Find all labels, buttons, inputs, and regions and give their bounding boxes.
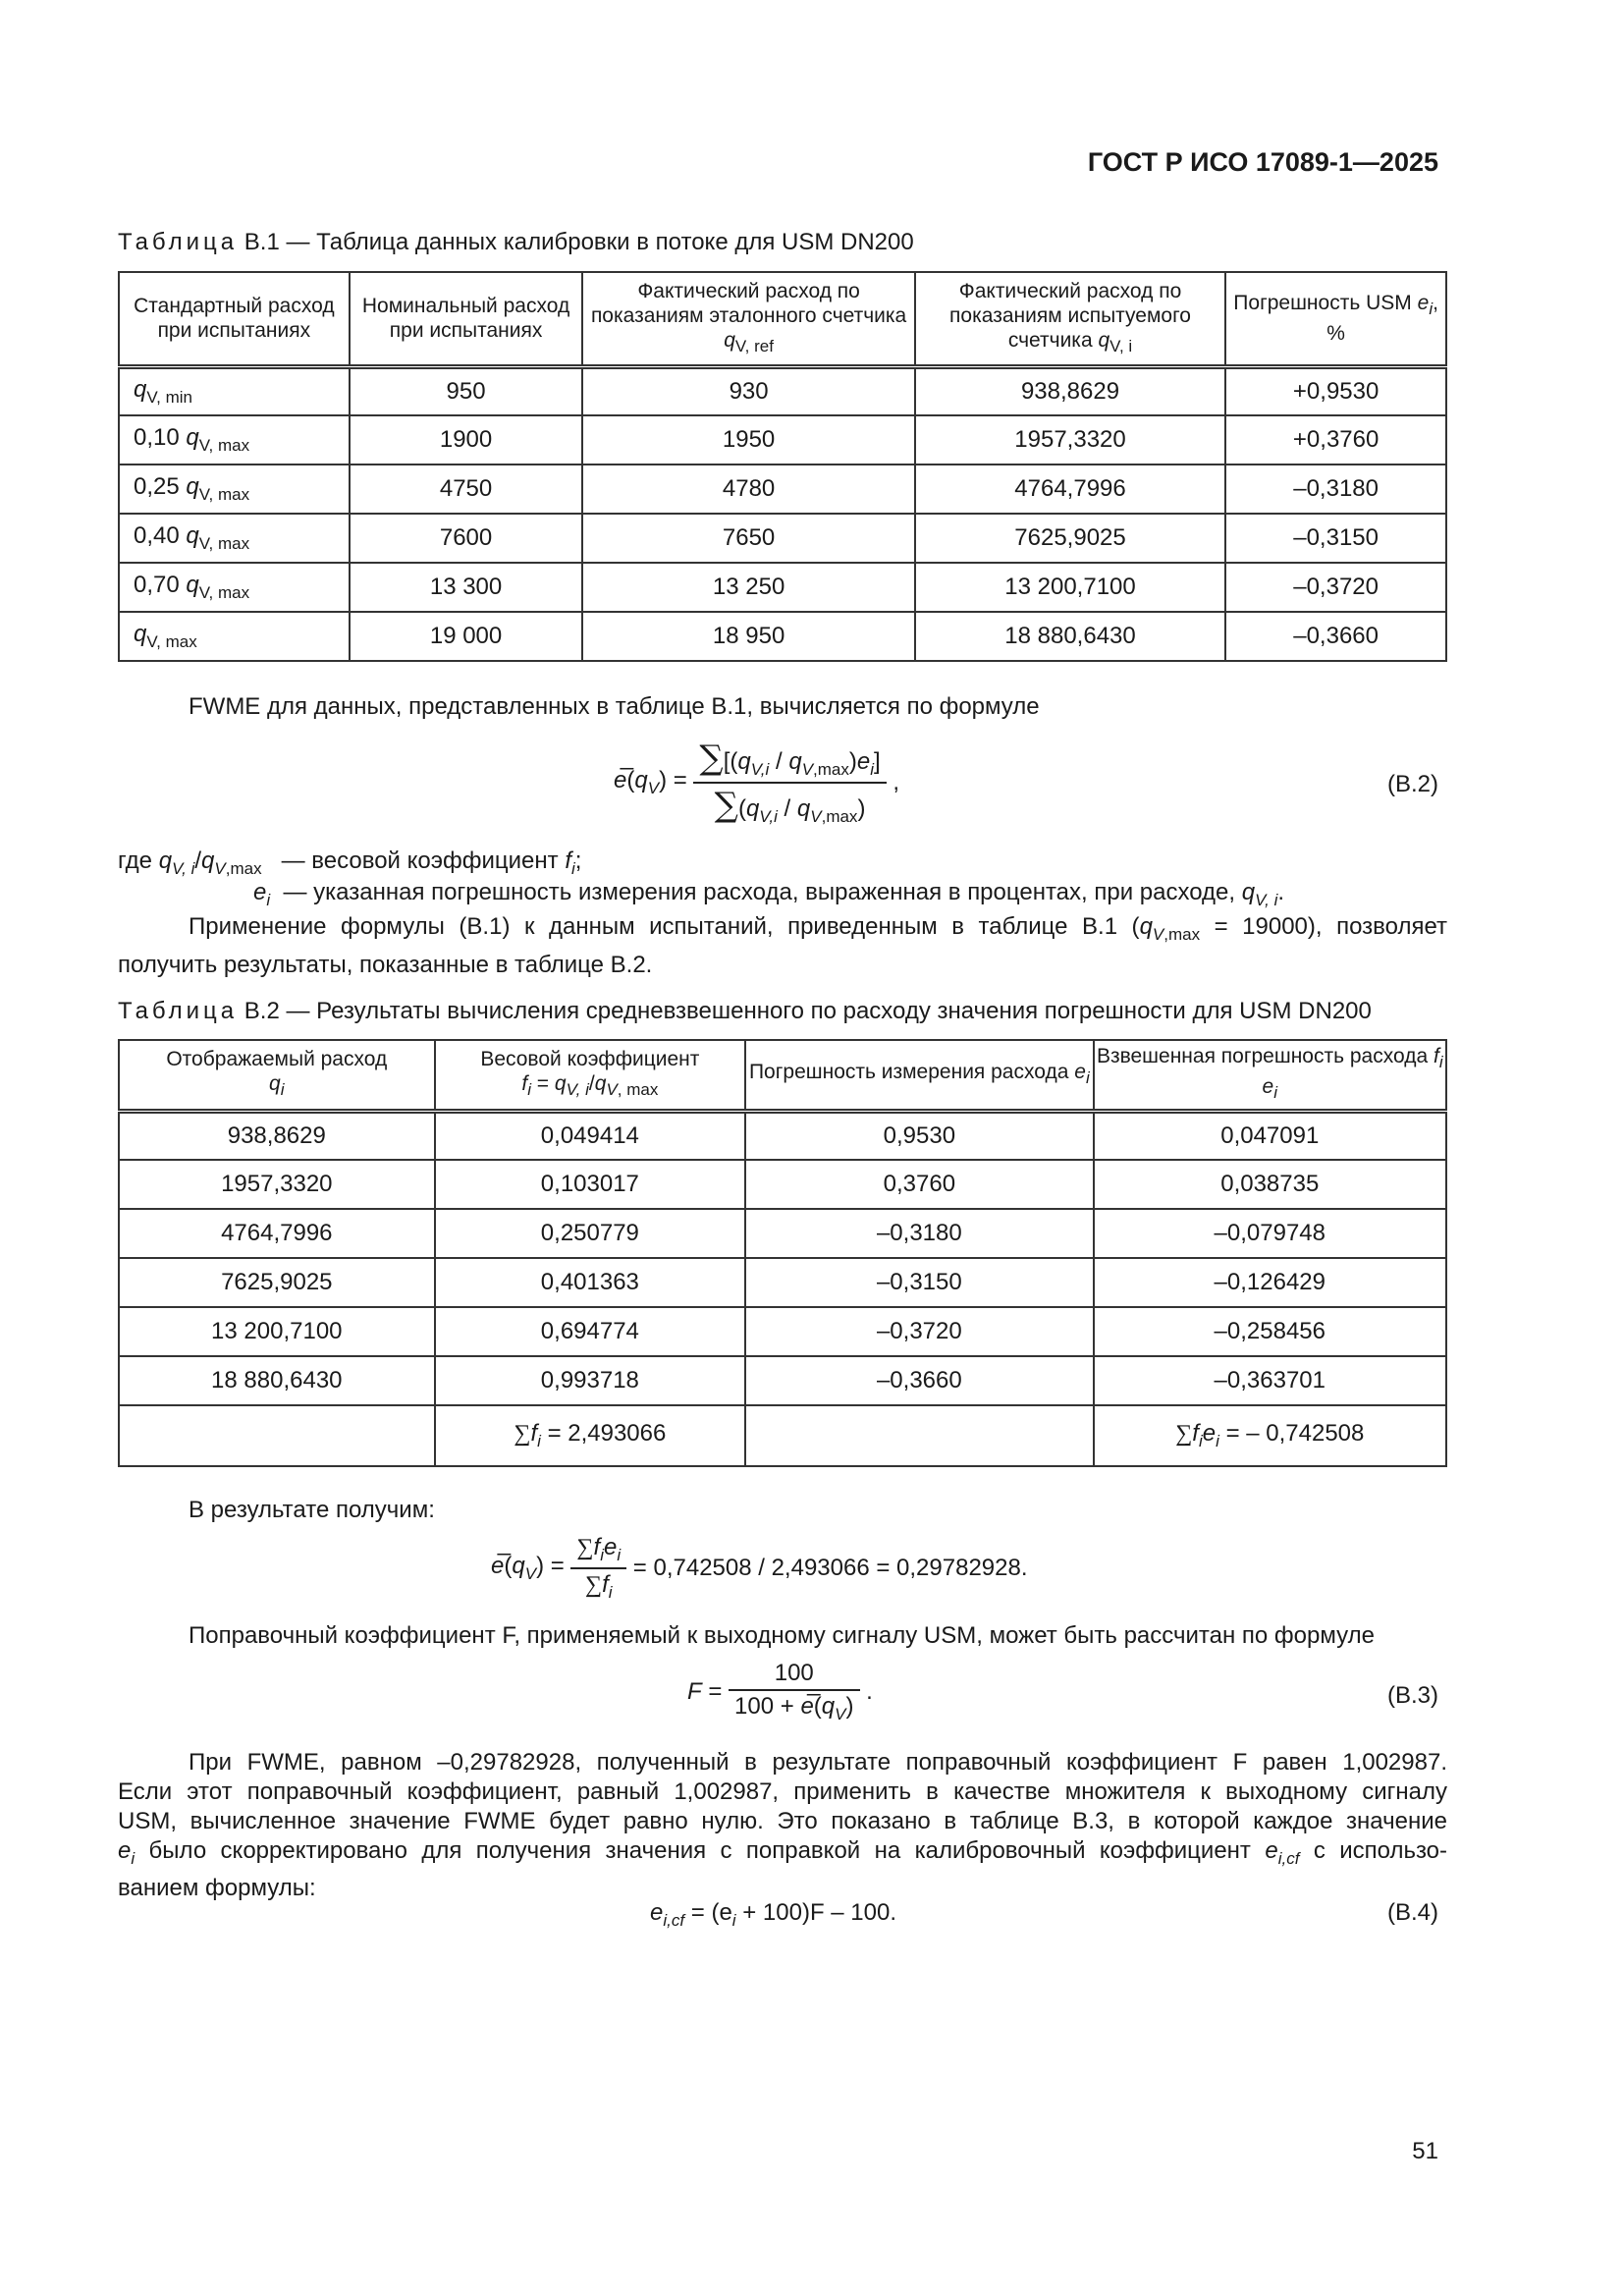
table1-cell: 4780 — [582, 465, 914, 514]
table1-caption: Таблица В.1 — Таблица данных калибровки в потоке для USM DN200 — [118, 229, 914, 255]
table1-header-col2: Номинальный расход при испытаниях — [350, 272, 583, 366]
table1-cell: 1950 — [582, 415, 914, 465]
table2 — [118, 1039, 1447, 1467]
table2-sum-row — [119, 1405, 1446, 1466]
table2-caption: Таблица В.2 — Результаты вычисления средневзвешенного по расходу значения погрешности для USM DN200 — [118, 998, 1372, 1024]
table2-cell: –0,079748 — [1094, 1209, 1446, 1258]
table2-cell: –0,258456 — [1094, 1307, 1446, 1356]
table1-header-col3: Фактический расход по показаниям эталонного счетчика $q_{V, ref}$ — [582, 272, 914, 366]
table1-cell: 13 300 — [350, 563, 583, 612]
table-row — [119, 1111, 1446, 1160]
table1-cell: –0,3660 — [1225, 612, 1446, 661]
equation-number-b2: (В.2) — [1386, 771, 1438, 797]
table-row — [119, 366, 1446, 415]
table2-cell: 0,049414 — [435, 1111, 746, 1160]
table2-sum-f: $\sum f_i = 2,493066$ — [435, 1405, 746, 1466]
document-header: ГОСТ Р ИСО 17089-1—2025 — [1087, 147, 1438, 177]
paragraph-correction: Поправочный коэффициент F, применяемый к выходному сигналу USM, может быть рассчитан по формуле — [189, 1622, 1375, 1649]
table1-cell: 0,70 $q_{V, max}$ — [119, 563, 350, 612]
table1-cell: 7650 — [582, 514, 914, 563]
page-number: 51 — [1412, 2138, 1438, 2164]
table-row — [119, 612, 1446, 661]
table1-cell: –0,3720 — [1225, 563, 1446, 612]
where-error: $e_i$ — указанная погрешность измерения расхода, выраженная в процентах, при расходе, $q_{V, i}$. — [253, 879, 1285, 909]
table2-header-col2: Весовой коэффициент $f_i = q_{V, i}/q_{V, max}$ — [435, 1040, 746, 1111]
table2-cell: –0,3720 — [745, 1307, 1093, 1356]
equation-number-b3: (В.3) — [1386, 1682, 1438, 1709]
table2-cell: –0,3180 — [745, 1209, 1093, 1258]
table1-cell: $q_{V, min}$ — [119, 366, 350, 415]
table2-cell — [119, 1405, 435, 1466]
table2-cell: 0,993718 — [435, 1356, 746, 1405]
table1-cell: 19 000 — [350, 612, 583, 661]
table1-cell: 1957,3320 — [915, 415, 1225, 465]
table2-header-col1: Отображаемый расход $q_i$ — [119, 1040, 435, 1111]
table1-cell: 7625,9025 — [915, 514, 1225, 563]
table-row — [119, 1209, 1446, 1258]
table2-cell: 0,9530 — [745, 1111, 1093, 1160]
where-weight: где $q_{V, i}/q_{V,max}$ — весовой коэффициент $f_i$; — [118, 847, 582, 878]
formula-b3: F = $\frac{100}{100 + e̅(q_V)}$ . — [687, 1660, 873, 1723]
table1-cell: 18 880,6430 — [915, 612, 1225, 661]
table-row — [119, 465, 1446, 514]
table2-cell: –0,363701 — [1094, 1356, 1446, 1405]
table1-header-col1: Стандартный расход при испытаниях — [119, 272, 350, 366]
table1-cell: –0,3150 — [1225, 514, 1446, 563]
table2-cell: 4764,7996 — [119, 1209, 435, 1258]
table1-header-row — [119, 272, 1446, 366]
table1-cell: $q_{V, max}$ — [119, 612, 350, 661]
table1-cell: +0,3760 — [1225, 415, 1446, 465]
table1-cell: 950 — [350, 366, 583, 415]
table2-cell: 18 880,6430 — [119, 1356, 435, 1405]
table1-cell: –0,3180 — [1225, 465, 1446, 514]
formula-b2: $e̅(q_V)$ = $\frac{\sum[(q_{V,i} / q_{V,max})e_i]}{\sum(q_{V,i} / q_{V,max})}$ , — [614, 738, 900, 826]
table2-cell — [745, 1405, 1093, 1466]
table-row — [119, 415, 1446, 465]
table2-cell: –0,126429 — [1094, 1258, 1446, 1307]
table2-header-row — [119, 1040, 1446, 1111]
table2-header-col3: Погрешность измерения расхода $e_i$ — [745, 1040, 1093, 1111]
table2-cell: 0,250779 — [435, 1209, 746, 1258]
table1-cell: 13 200,7100 — [915, 563, 1225, 612]
table-row — [119, 514, 1446, 563]
paragraph-application: Применение формулы (В.1) к данным испытаний, приведенным в таблице В.1 $(q_{V,max} = 19000)$, позволяет получить результаты, показанные в таблице В.2. — [118, 913, 1447, 978]
table1-cell: 930 — [582, 366, 914, 415]
table1-cell: 0,25 $q_{V, max}$ — [119, 465, 350, 514]
table1-header-col5: Погрешность USM $e_i$, % — [1225, 272, 1446, 366]
table2-cell: 938,8629 — [119, 1111, 435, 1160]
table2-cell: –0,3660 — [745, 1356, 1093, 1405]
table-row — [119, 1160, 1446, 1209]
formula-b4: $e_{i,cf} = (e_i + 100)F - 100$. — [650, 1899, 897, 1930]
table1-cell: +0,9530 — [1225, 366, 1446, 415]
table1-cell: 7600 — [350, 514, 583, 563]
table2-cell: 13 200,7100 — [119, 1307, 435, 1356]
table1-cell: 1900 — [350, 415, 583, 465]
table1-header-col4: Фактический расход по показаниям испытуемого счетчика $q_{V, i}$ — [915, 272, 1225, 366]
paragraph-fwme-result: При FWME, равном –0,29782928, полученный в результате поправочный коэффициент F равен 1,002987. Если этот поправочный коэффициент, равный 1,002987, применить в качестве множителя к выходному сигналу USM, вычисленное значение FWME будет равно нулю. Это показано в таблице В.3, в которой каждое значение $e_i$ было скорректировано для получения значения с поправкой на калибровочный коэффициент $e_{i,cf}$ с использо- ванием формулы: — [118, 1749, 1448, 1901]
table2-cell: 0,401363 — [435, 1258, 746, 1307]
table2-cell: 7625,9025 — [119, 1258, 435, 1307]
table-row — [119, 1356, 1446, 1405]
table1-cell: 0,10 $q_{V, max}$ — [119, 415, 350, 465]
equation-number-b4: (В.4) — [1386, 1899, 1438, 1926]
paragraph-fwme-intro: FWME для данных, представленных в таблице В.1, вычисляется по формуле — [189, 693, 1040, 720]
table2-header-col4: Взвешенная погрешность расхода $f_i$ $e_i$ — [1094, 1040, 1446, 1111]
table2-cell: 0,103017 — [435, 1160, 746, 1209]
table1 — [118, 271, 1447, 662]
table1-cell: 13 250 — [582, 563, 914, 612]
table1-cell: 938,8629 — [915, 366, 1225, 415]
table2-cell: 0,047091 — [1094, 1111, 1446, 1160]
table-row — [119, 563, 1446, 612]
table2-cell: 0,3760 — [745, 1160, 1093, 1209]
table2-cell: –0,3150 — [745, 1258, 1093, 1307]
table2-cell: 0,694774 — [435, 1307, 746, 1356]
table1-cell: 4764,7996 — [915, 465, 1225, 514]
table-row — [119, 1307, 1446, 1356]
paragraph-result: В результате получим: — [189, 1497, 435, 1523]
formula-result: $e̅(q_V)$ = $\frac{\sum f_ie_i}{\sum f_i}$ = 0,742508 / 2,493066 = 0,29782928. — [491, 1534, 1028, 1602]
table1-cell: 0,40 $q_{V, max}$ — [119, 514, 350, 563]
table-row — [119, 1258, 1446, 1307]
table2-cell: 0,038735 — [1094, 1160, 1446, 1209]
table1-cell: 4750 — [350, 465, 583, 514]
table1-cell: 18 950 — [582, 612, 914, 661]
table2-sum-fe: $\sum f_ie_i$ = – 0,742508 — [1094, 1405, 1446, 1466]
table2-cell: 1957,3320 — [119, 1160, 435, 1209]
